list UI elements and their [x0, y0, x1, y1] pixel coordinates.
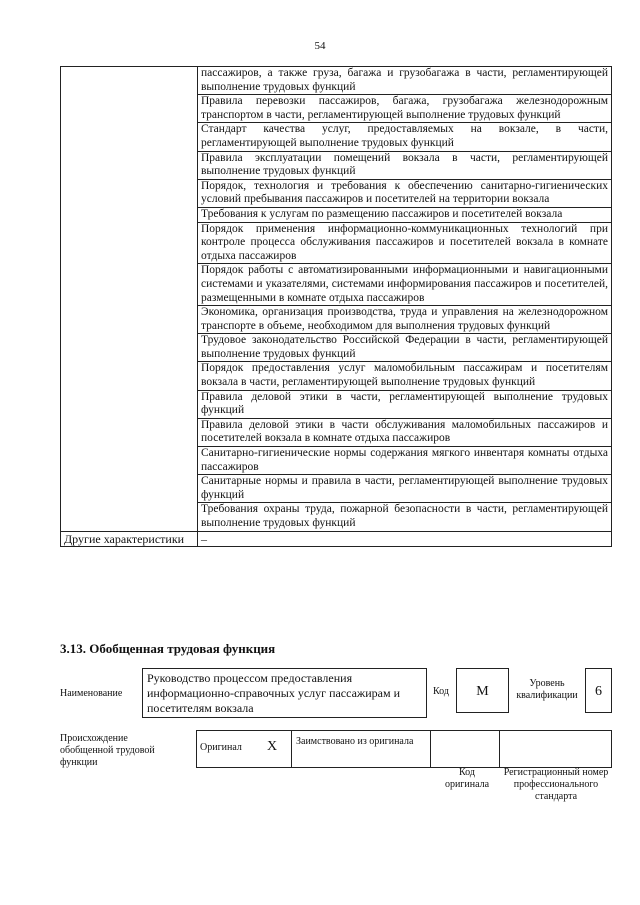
knowledge-item: Правила перевозки пассажиров, багажа, грузобагажа железнодорожным транспортом в части, регламентирующей выполнение трудовых функций — [198, 95, 612, 123]
level-value-box: 6 — [585, 668, 612, 713]
knowledge-item: Правила эксплуатации помещений вокзала в части, регламентирующей выполнение трудовых функций — [198, 151, 612, 179]
original-label: Оригинал — [200, 742, 242, 753]
knowledge-item: Порядок, технология и требования к обеспечению санитарно-гигиенических условий пребывания пассажиров и посетителей на территории вокзала — [198, 179, 612, 207]
knowledge-item: Трудовое законодательство Российской Федерации в части, регламентирующей выполнение трудовых функций — [198, 334, 612, 362]
knowledge-item: пассажиров, а также груза, багажа и грузобагажа в части, регламентирующей выполнение трудовых функций — [198, 67, 612, 95]
original-mark: X — [267, 739, 278, 754]
original-cell — [196, 730, 292, 768]
code-label: Код — [433, 686, 449, 697]
knowledge-item: Порядок предоставления услуг маломобильным пассажирам и посетителям вокзала в части, регламентирующей выполнение трудовых функций — [198, 362, 612, 390]
other-characteristics-value: – — [198, 531, 612, 546]
table-empty-cell — [61, 67, 198, 532]
reg-number-cell — [499, 730, 612, 768]
reg-number-caption: Регистрационный номер профессионального стандарта — [503, 767, 609, 802]
knowledge-item: Порядок работы с автоматизированными информационными и навигационными системами и указателями, системами информирования пассажиров и посетителей, размещенными в комнате отдыха пассажиров — [198, 264, 612, 306]
origin-label: Происхождение обобщенной трудовой функции — [60, 733, 155, 768]
section-title: 3.13. Обобщенная трудовая функция — [60, 641, 276, 656]
original-code-cell — [430, 730, 500, 768]
knowledge-item: Требования охраны труда, пожарной безопасности в части, регламентирующей выполнение трудовых функций — [198, 503, 612, 531]
table-row-other — [61, 531, 612, 546]
level-label: Уровень квалификации — [516, 678, 578, 701]
knowledge-item: Экономика, организация производства, труда и управления на железнодорожном транспорте в объеме, необходимом для выполнения трудовых функций — [198, 306, 612, 334]
knowledge-item: Правила деловой этики в части обслуживания маломобильных пассажиров и посетителей вокзала в комнате отдыха пассажиров — [198, 418, 612, 446]
knowledge-item: Стандарт качества услуг, предоставляемых на вокзале, в части, регламентирующей выполнение трудовых функций — [198, 123, 612, 151]
knowledge-item: Санитарные нормы и правила в части, регламентирующей выполнение трудовых функций — [198, 475, 612, 503]
knowledge-item: Правила деловой этики в части, регламентирующей выполнение трудовых функций — [198, 390, 612, 418]
borrowed-cell: Заимствовано из оригинала — [291, 730, 431, 768]
function-name-box: Руководство процессом предоставления информационно-справочных услуг пассажирам и посетителям вокзала — [142, 668, 427, 718]
other-characteristics-label: Другие характеристики — [61, 531, 198, 546]
table-row — [61, 67, 612, 95]
knowledge-item: Санитарно-гигиенические нормы содержания мягкого инвентаря комнаты отдыха пассажиров — [198, 447, 612, 475]
page-number: 54 — [314, 40, 326, 52]
original-code-caption: Код оригинала — [444, 767, 490, 790]
knowledge-item: Порядок применения информационно-коммуникационных технологий при контроле процесса обслуживания пассажиров и посетителей вокзала в комнате отдыха пассажиров — [198, 222, 612, 264]
code-value-box: M — [456, 668, 509, 713]
knowledge-item: Требования к услугам по размещению пассажиров и посетителей вокзала — [198, 207, 612, 222]
name-label: Наименование — [60, 688, 123, 699]
knowledge-table — [60, 66, 612, 547]
